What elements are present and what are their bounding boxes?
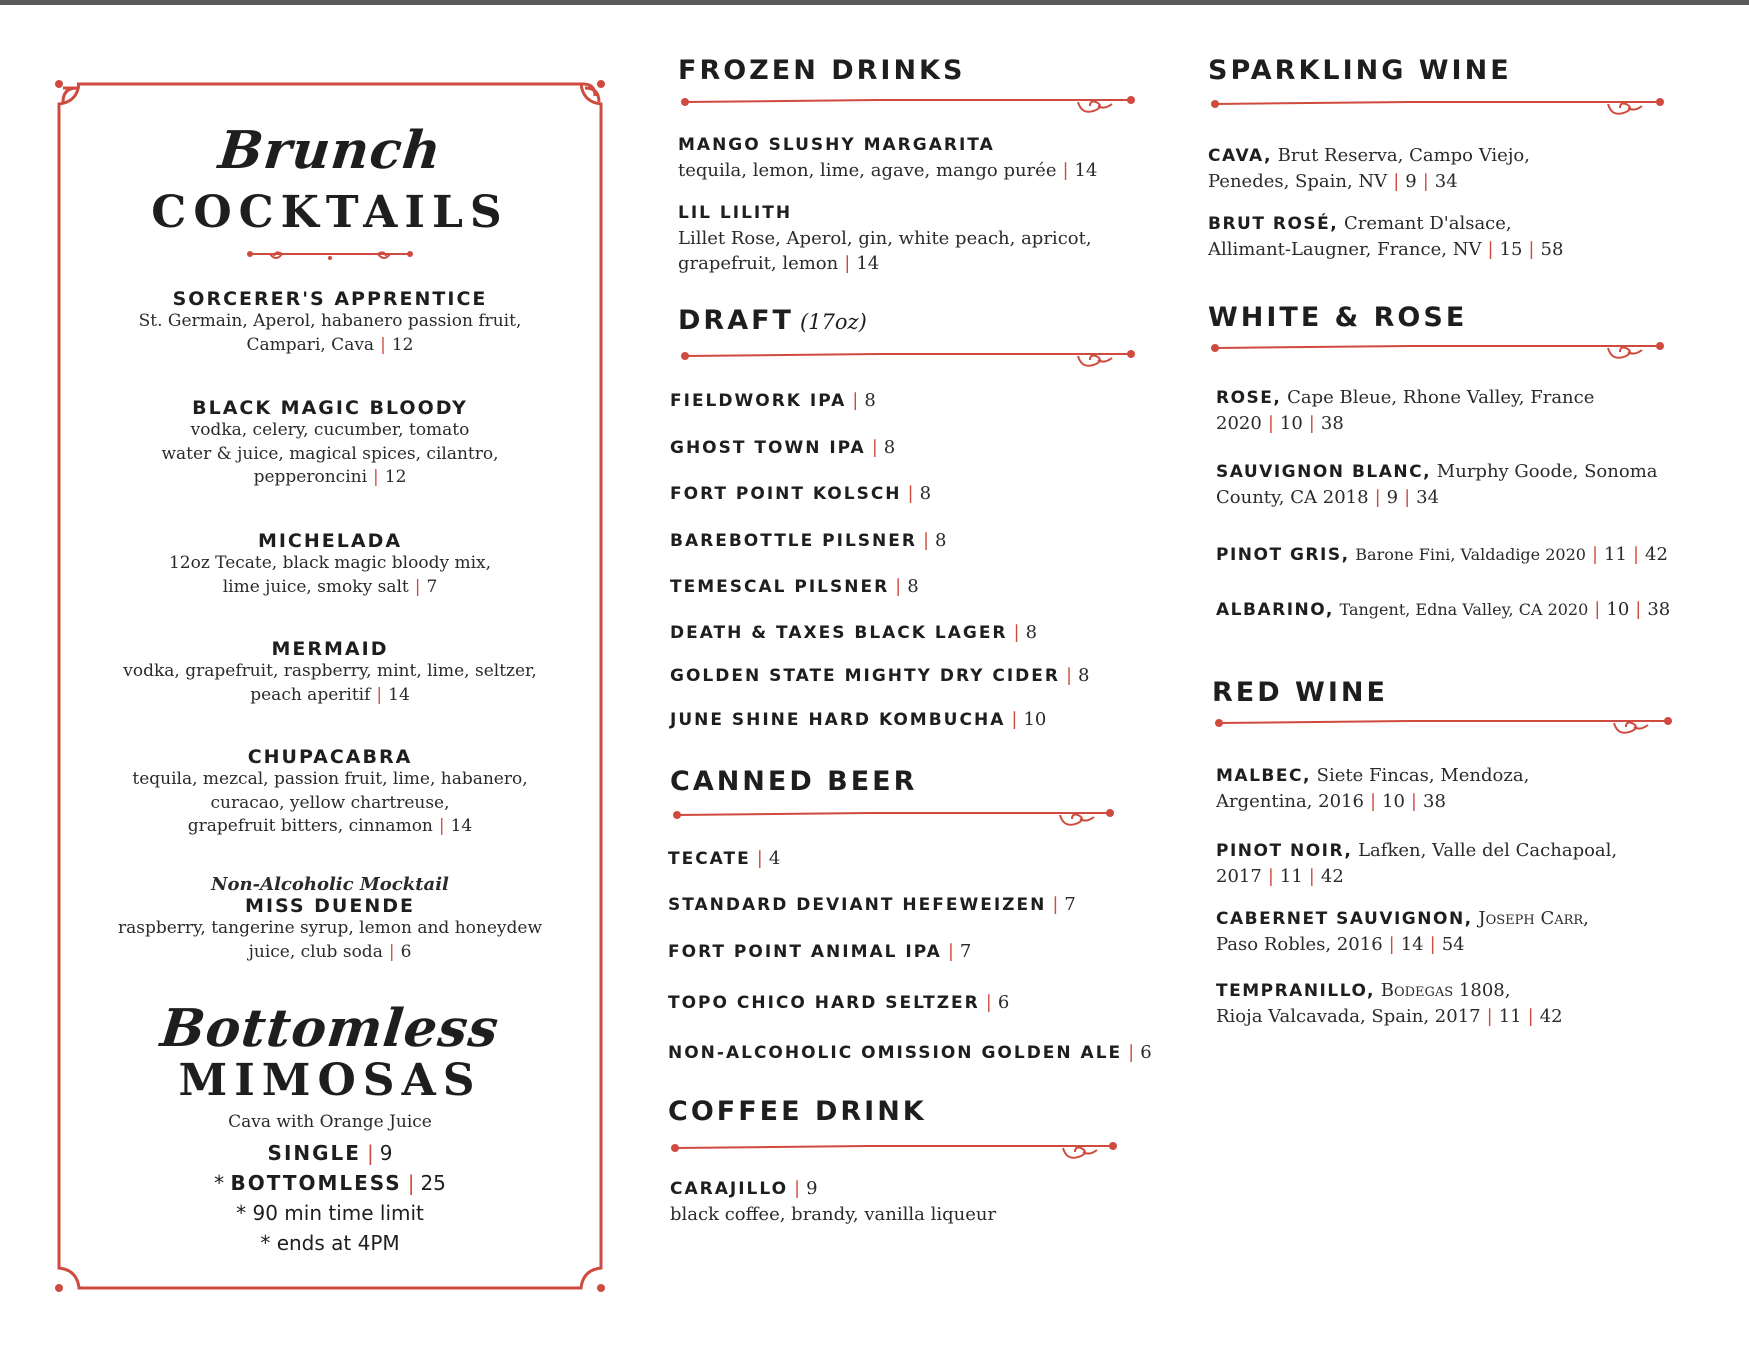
- cocktail-name: MISS DUENDE: [245, 895, 415, 917]
- brunch-script-title: Brunch: [215, 120, 445, 181]
- white-title: WHITE & ROSE: [1208, 302, 1468, 333]
- wine-item: PINOT GRIS, Barone Fini, Valdadige 2020 | 11 | 42: [1216, 544, 1668, 565]
- coffee-title: COFFEE DRINK: [668, 1096, 927, 1127]
- draft-item: FORT POINT KOLSCH | 8: [670, 483, 932, 504]
- cocktail-item: [60, 397, 600, 490]
- draft-item: DEATH & TAXES BLACK LAGER | 8: [670, 622, 1038, 643]
- mimosas-arch-title: MIMOSAS: [178, 1055, 482, 1106]
- window-top-bar: [0, 0, 1749, 5]
- frozen-title: FROZEN DRINKS: [678, 55, 966, 86]
- cocktail-item: [60, 746, 600, 839]
- section-rule: [1212, 713, 1672, 743]
- draft-item: FIELDWORK IPA | 8: [670, 390, 876, 411]
- canned-title: CANNED BEER: [670, 766, 918, 797]
- wine-item: CAVA, Brut Reserva, Campo Viejo, Penedes, Spain, NV | 9 | 34: [1208, 145, 1530, 192]
- cocktail-desc: 12oz Tecate, black magic bloody mix, lime juice, smoky salt | 7: [168, 553, 492, 597]
- draft-item: TEMESCAL PILSNER | 8: [670, 576, 919, 597]
- canned-item: TOPO CHICO HARD SELTZER | 6: [668, 992, 1010, 1013]
- cocktail-desc: tequila, mezcal, passion fruit, lime, habanero, curacao, yellow chartreuse, grapefruit bitters, cinnamon | 14: [132, 769, 528, 836]
- draft-item: GHOST TOWN IPA | 8: [670, 437, 896, 458]
- cocktail-name: SORCERER'S APPRENTICE: [172, 288, 488, 310]
- section-rule: [678, 92, 1138, 122]
- mimosas-subtitle: Cava with Orange Juice: [228, 1112, 432, 1132]
- cocktail-desc: vodka, grapefruit, raspberry, mint, lime, seltzer, peach aperitif | 14: [123, 661, 537, 705]
- mimosa-single: SINGLE | 9: [267, 1141, 393, 1165]
- wine-item: ALBARINO, Tangent, Edna Valley, CA 2020 | 10 | 38: [1216, 599, 1671, 620]
- brunch-cocktails-heading: [60, 120, 600, 268]
- mimosas-section: [60, 998, 600, 1258]
- section-rule: [668, 1138, 1128, 1168]
- wine-item: CABERNET SAUVIGNON, Joseph Carr, Paso Robles, 2016 | 14 | 54: [1216, 908, 1589, 955]
- cocktail-desc: vodka, celery, cucumber, tomato water & juice, magical spices, cilantro, pepperoncini | 12: [161, 420, 499, 487]
- draft-item: GOLDEN STATE MIGHTY DRY CIDER | 8: [670, 665, 1090, 686]
- mimosa-note-time: * 90 min time limit: [236, 1201, 424, 1225]
- wine-item: MALBEC, Siete Fincas, Mendoza, Argentina, 2016 | 10 | 38: [1216, 765, 1530, 812]
- wine-item: SAUVIGNON BLANC, Murphy Goode, Sonoma County, CA 2018 | 9 | 34: [1216, 461, 1658, 508]
- wine-item: PINOT NOIR, Lafken, Valle del Cachapoal, 2017 | 11 | 42: [1216, 840, 1618, 887]
- section-rule: [1208, 338, 1668, 368]
- draft-item: JUNE SHINE HARD KOMBUCHA | 10: [670, 709, 1047, 730]
- section-rule: [678, 346, 1138, 376]
- section-rule: [670, 805, 1130, 835]
- draft-title: DRAFT (17oz): [678, 305, 867, 336]
- frozen-item: MANGO SLUSHY MARGARITA tequila, lemon, lime, agave, mango purée | 14: [678, 135, 1098, 181]
- cocktail-item: [60, 638, 600, 707]
- canned-item: FORT POINT ANIMAL IPA | 7: [668, 941, 972, 962]
- cocktail-name: MICHELADA: [257, 530, 403, 552]
- sparkling-title: SPARKLING WINE: [1208, 55, 1512, 86]
- red-title: RED WINE: [1212, 677, 1388, 708]
- canned-item: NON-ALCOHOLIC OMISSION GOLDEN ALE | 6: [668, 1042, 1152, 1063]
- cocktail-desc: St. Germain, Aperol, habanero passion fruit, Campari, Cava | 12: [138, 311, 522, 355]
- wine-item: TEMPRANILLO, Bodegas 1808, Rioja Valcavada, Spain, 2017 | 11 | 42: [1216, 980, 1563, 1027]
- ornament-divider: [245, 244, 415, 264]
- canned-item: TECATE | 4: [668, 848, 781, 869]
- section-rule: [1208, 94, 1668, 124]
- mocktail-item: [60, 874, 600, 964]
- frozen-item: LIL LILITH Lillet Rose, Aperol, gin, white peach, apricot, grapefruit, lemon | 14: [678, 203, 1092, 274]
- wine-item: ROSE, Cape Bleue, Rhone Valley, France 2020 | 10 | 38: [1216, 387, 1595, 434]
- canned-item: STANDARD DEVIANT HEFEWEIZEN | 7: [668, 894, 1076, 915]
- mocktail-label: Non-Alcoholic Mocktail: [211, 874, 449, 895]
- coffee-item: CARAJILLO | 9 black coffee, brandy, vanilla liqueur: [670, 1178, 997, 1225]
- draft-item: BAREBOTTLE PILSNER | 8: [670, 530, 947, 551]
- bottomless-script-title: Bottomless: [157, 998, 503, 1059]
- cocktail-desc: raspberry, tangerine syrup, lemon and honeydew juice, club soda | 6: [117, 918, 542, 962]
- cocktail-name: MERMAID: [271, 638, 389, 660]
- cocktail-item: [60, 288, 600, 357]
- wine-item: BRUT ROSÉ, Cremant D'alsace, Allimant-Laugner, France, NV | 15 | 58: [1208, 213, 1564, 260]
- cocktails-arch-title: COCKTAILS: [151, 187, 509, 238]
- cocktail-item: [60, 530, 600, 599]
- mimosa-bottomless: * BOTTOMLESS | 25: [214, 1171, 446, 1195]
- cocktail-name: CHUPACABRA: [247, 746, 413, 768]
- mimosa-note-end: * ends at 4PM: [260, 1231, 400, 1255]
- cocktail-name: BLACK MAGIC BLOODY: [192, 397, 468, 419]
